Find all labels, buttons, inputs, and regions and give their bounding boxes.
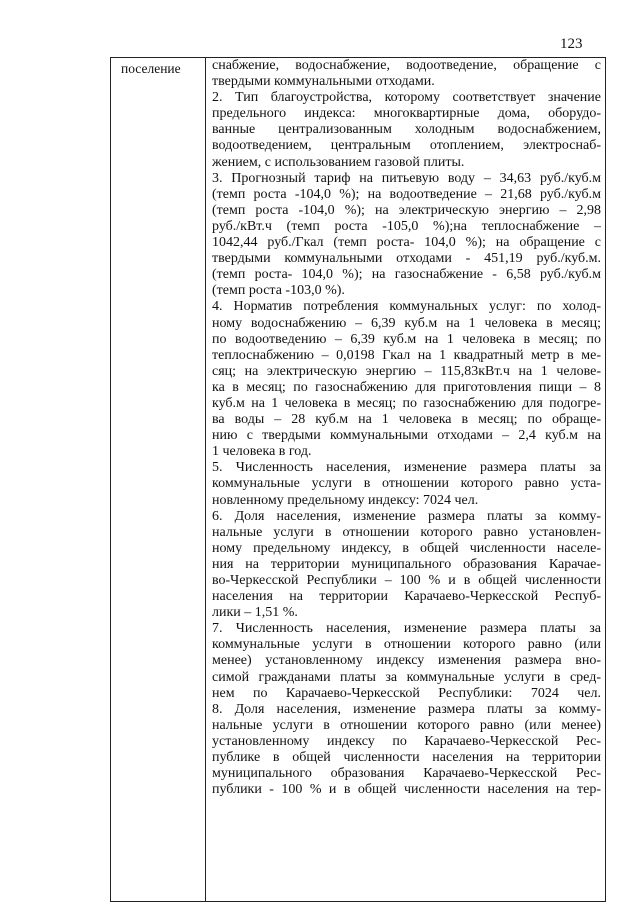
text-line: по водоотведению – 6,39 куб.м на 1 человека в месяц; по: [212, 331, 601, 347]
text-line: ному водоснабжению – 6,39 куб.м на 1 человека в месяц;: [212, 315, 601, 331]
text-line: твердыми коммунальными отходами - 451,19 руб./куб.м.: [212, 251, 601, 267]
text-line: менее) установленному индексу изменения размера вно-: [212, 653, 601, 669]
text-line: ванные централизованным холодным водоснабжением,: [212, 122, 601, 138]
text-line: 8. Доля населения, изменение размера платы за комму-: [212, 701, 601, 717]
text-line: симой гражданами платы за коммунальные услуги в сред-: [212, 669, 601, 685]
page-number: 123: [560, 36, 583, 52]
content-text: [212, 58, 601, 798]
content-cell: [206, 58, 606, 902]
document-table: [110, 57, 606, 902]
text-line: 1042,44 руб./Гкал (темп роста- 104,0 %); на обращение с: [212, 235, 601, 251]
label-cell: [111, 58, 206, 902]
text-line: предельного индекса: многоквартирные дома, оборудо-: [212, 106, 601, 122]
text-line: установленному индексу по Карачаево-Черкесской Рес-: [212, 733, 601, 749]
text-line: ному предельному индексу, в общей численности населе-: [212, 540, 601, 556]
text-line: (темп роста -104,0 %); на электрическую энергию – 2,98: [212, 202, 601, 218]
text-line: (темп роста- 104,0 %); на газоснабжение - 6,58 руб./куб.м: [212, 267, 601, 283]
text-line: лики – 1,51 %.: [212, 605, 298, 621]
text-line: новленному предельному индексу: 7024 чел.: [212, 492, 479, 508]
text-line: 6. Доля населения, изменение размера платы за комму-: [212, 508, 601, 524]
text-line: ка в месяц; по газоснабжению для приготовления пищи – 8: [212, 379, 601, 395]
text-line: коммунальные услуги в отношении которого равно уста-: [212, 476, 601, 492]
text-line: нальные услуги в отношении которого равно установлен-: [212, 524, 601, 540]
text-line: публике в общей численности населения на территории: [212, 750, 601, 766]
settlement-label: поселение: [121, 61, 181, 76]
text-line: ния на территории муниципального образования Карачае-: [212, 556, 601, 572]
text-line: руб./кВт.ч (темп роста -105,0 %);на теплоснабжение –: [212, 218, 601, 234]
text-line: 1 человека в год.: [212, 444, 312, 460]
text-line: коммунальные услуги в отношении которого равно (или: [212, 637, 601, 653]
text-line: нию с твердыми коммунальными отходами – 2,4 куб.м на: [212, 428, 601, 444]
text-line: нальные услуги в отношении которого равно (или менее): [212, 717, 601, 733]
text-line: ва воды – 28 куб.м на 1 человека в месяц; по обраще-: [212, 412, 601, 428]
text-line: 7. Численность населения, изменение размера платы за: [212, 621, 601, 637]
text-line: твердыми коммунальными отходами.: [212, 74, 435, 90]
text-line: 3. Прогнозный тариф на питьевую воду – 34,63 руб./куб.м: [212, 170, 601, 186]
text-line: населения на территории Карачаево-Черкесской Респуб-: [212, 589, 601, 605]
text-line: публики - 100 % и в общей численности населения на тер-: [212, 782, 601, 798]
text-line: жением, с использованием газовой плиты.: [212, 154, 465, 170]
text-line: 2. Тип благоустройства, которому соответствует значение: [212, 90, 601, 106]
text-line: во-Черкесской Республики – 100 % и в общей численности: [212, 573, 601, 588]
text-line: 4. Норматив потребления коммунальных услуг: по холод-: [212, 299, 601, 315]
table-row: [111, 58, 606, 902]
text-line: нем по Карачаево-Черкесской Республики: 7024 чел.: [212, 685, 601, 701]
text-line: водоотведением, центральным отоплением, электроснаб-: [212, 138, 601, 154]
text-line: муниципального образования Карачаево-Черкесской Рес-: [212, 766, 601, 782]
text-line: теплоснабжению – 0,0198 Гкал на 1 квадратный метр в ме-: [212, 347, 601, 363]
text-line: (темп роста -103,0 %).: [212, 283, 345, 299]
text-line: 5. Численность населения, изменение размера платы за: [212, 460, 601, 476]
text-line: сяц; на электрическую энергию – 115,83кВт.ч на 1 челове-: [212, 363, 601, 379]
text-line: снабжение, водоснабжение, водоотведение, обращение с: [212, 58, 601, 73]
text-line: (темп роста -104,0 %); на водоотведение – 21,68 руб./куб.м: [212, 186, 601, 202]
text-line: куб.м на 1 человека в месяц; по газоснабжению для подогре-: [212, 395, 601, 411]
